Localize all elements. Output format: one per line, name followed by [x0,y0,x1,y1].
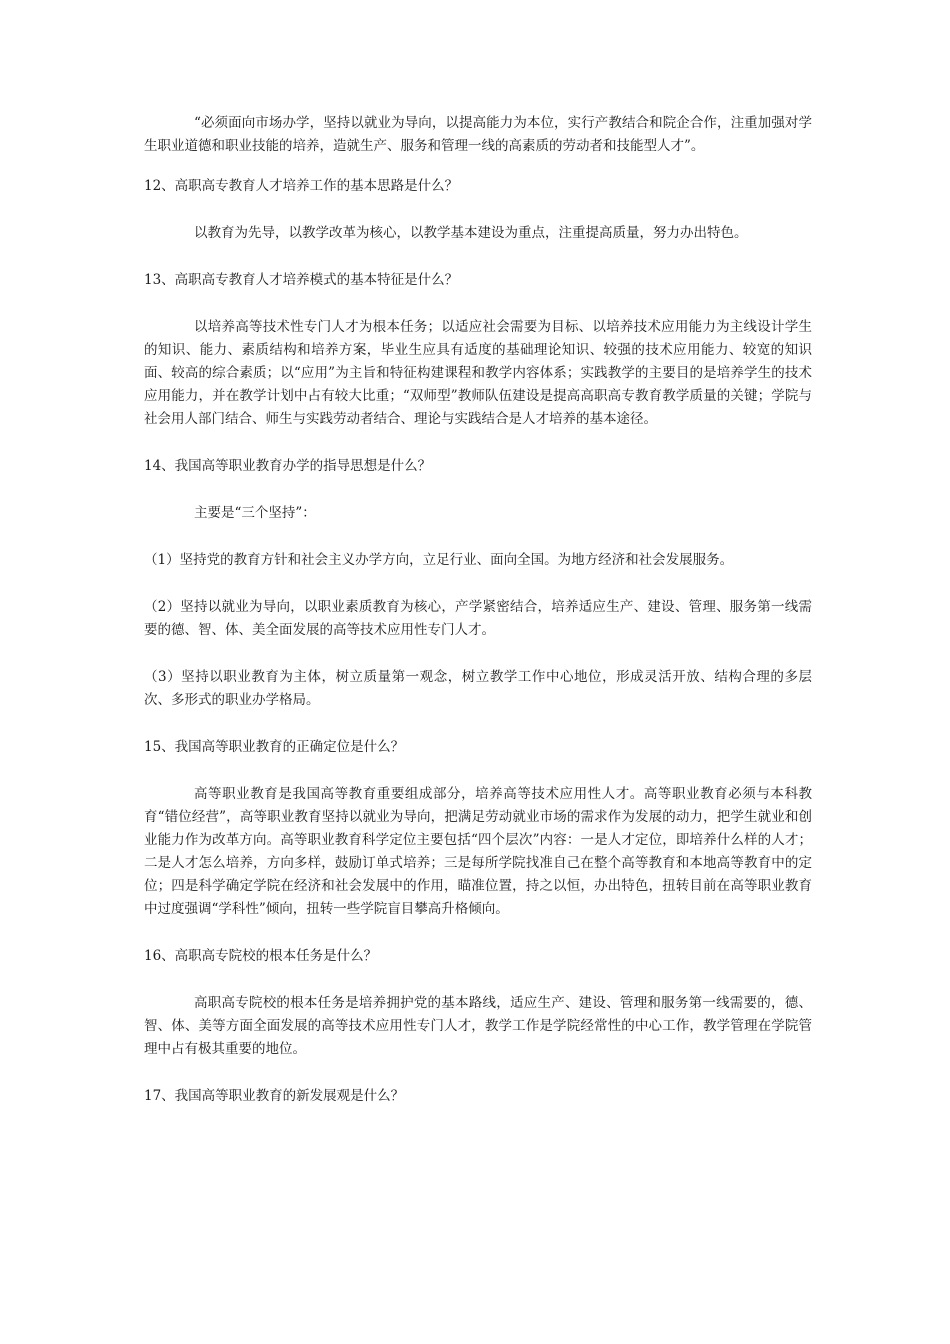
question-17-heading: 17、我国高等职业教育的新发展观是什么？ [144,1088,405,1104]
question-13-heading: 13、高职高专教育人才培养模式的基本特征是什么？ [144,272,459,288]
question-14-heading: 14、我国高等职业教育办学的指导思想是什么？ [144,458,432,474]
answer-14-item-2: （2）坚持以就业为导向，以职业素质教育为核心，产学紧密结合，培养适应生产、建设、管理、服务第一线需要的德、智、体、美全面发展的高等技术应用性专门人才。 [144,599,812,638]
intro-quote-paragraph: “必须面向市场办学，坚持以就业为导向，以提高能力为本位，实行产教结合和院企合作，注重加强对学生职业道德和职业技能的培养，造就生产、服务和管理一线的高素质的劳动者和技能型人才”。 [144,115,812,154]
answer-12-paragraph: 以教育为先导，以教学改革为核心，以教学基本建设为重点，注重提高质量，努力办出特色。 [194,225,748,241]
answer-14-item-3: （3）坚持以职业教育为主体，树立质量第一观念，树立教学工作中心地位，形成灵活开放、结构合理的多层次、多形式的职业办学格局。 [144,669,812,708]
answer-14-item-1: （1）坚持党的教育方针和社会主义办学方向，立足行业、面向全国。为地方经济和社会发展服务。 [144,552,734,568]
answer-15-paragraph: 高等职业教育是我国高等教育重要组成部分，培养高等技术应用性人才。高等职业教育必须与本科教育“错位经营”，高等职业教育坚持以就业为导向，把满足劳动就业市场的需求作为发展的动力，把学生就业和创业能力作为改革方向。高等职业教育科学定位主要包括“四个层次”内容：一是人才定位，即培养什么样的人才；二是人才怎么培养，方向多样，鼓励订单式培养；三是每所学院找准自己在整个高等教育和本地高等教育中的定位；四是科学确定学院在经济和社会发展中的作用，瞄准位置，持之以恒，办出特色，扭转目前在高等职业教育中过度强调“学科性”倾向，扭转一些学院盲目攀高升格倾向。 [144,786,812,917]
answer-13-paragraph: 以培养高等技术性专门人才为根本任务；以适应社会需要为目标、以培养技术应用能力为主线设计学生的知识、能力、素质结构和培养方案，毕业生应具有适度的基础理论知识、较强的技术应用能力、较宽的知识面、较高的综合素质；以“应用”为主旨和特征构建课程和教学内容体系；实践教学的主要目的是培养学生的技术应用能力，并在教学计划中占有较大比重；“双师型”教师队伍建设是提高高职高专教育教学质量的关键；学院与社会用人部门结合、师生与实践劳动者结合、理论与实践结合是人才培养的基本途径。 [144,319,812,427]
document-body [144,112,812,1108]
question-16-heading: 16、高职高专院校的根本任务是什么？ [144,948,378,964]
question-15-heading: 15、我国高等职业教育的正确定位是什么？ [144,739,405,755]
question-12-heading: 12、高职高专教育人才培养工作的基本思路是什么？ [144,178,459,194]
answer-14-intro: 主要是“三个坚持”： [194,505,316,521]
answer-16-paragraph: 高职高专院校的根本任务是培养拥护党的基本路线，适应生产、建设、管理和服务第一线需要的，德、智、体、美等方面全面发展的高等技术应用性专门人才，教学工作是学院经常性的中心工作，教学管理在学院管理中占有极其重要的地位。 [144,995,812,1057]
